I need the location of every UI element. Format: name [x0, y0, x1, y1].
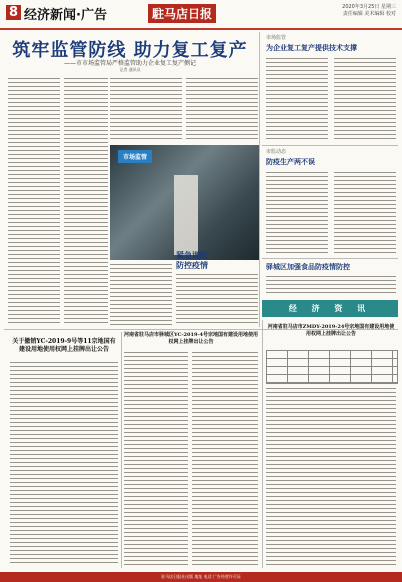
economy-banner: 经 济 资 讯 [262, 300, 398, 317]
page-header [0, 0, 402, 30]
notice-left-body [10, 360, 118, 565]
notice-right-table [266, 350, 398, 384]
right-title-2: 防疫生产两不误 [266, 157, 315, 166]
notice-left-title: 关于撤销YC-2019-9号等11宗地国有建设用地使用权网上挂牌出让公告 [12, 338, 116, 353]
notice-middle-title: 河南省驻马店市驿城区YC-2019-4号宗地国有建设用地使用权网上挂牌出让公告 [124, 332, 259, 345]
caption-body [176, 272, 258, 324]
lead-byline: 记者 通讯员 [119, 67, 141, 72]
notice-right-body [266, 386, 396, 565]
editor-line: 责任编辑 美术编辑 校对 [342, 11, 396, 17]
date-line: 2020年3月25日 星期三 [342, 4, 396, 10]
right-divider-1 [262, 145, 398, 146]
lead-body-col1 [8, 76, 60, 326]
caption-line2: 防控疫情 [176, 260, 208, 270]
lead-body-col3 [110, 76, 182, 142]
right-body-2b [334, 170, 396, 256]
section-title: 经济新闻·广告 [24, 8, 107, 23]
date-block [342, 4, 396, 18]
right-section-label-2: 市监动态 [266, 149, 287, 155]
lead-body-col5 [110, 262, 172, 326]
lead-body-col4 [186, 76, 258, 142]
photo-caption [176, 250, 258, 270]
right-body-1a [266, 56, 328, 142]
lead-body-col2 [64, 76, 108, 326]
right-section-label-1: 市场监管 [266, 35, 287, 41]
lead-photo [110, 145, 260, 260]
lead-headline: 筑牢监管防线 助力复工复产 [12, 40, 248, 61]
newspaper-logo: 駐马店日报 [148, 4, 216, 23]
right-body-3 [266, 274, 396, 296]
caption-line1: 紧急调配 [176, 250, 208, 260]
right-divider-2 [262, 258, 398, 259]
notice-middle-body-b [192, 350, 258, 565]
right-title-3: 驿城区加强食品防疫情防控 [266, 262, 350, 271]
page-footer: 驻马店日报社出版 地址 电话 广告经营许可证 [0, 572, 402, 582]
photo-tag: 市场监管 [118, 150, 152, 163]
photo-sign [174, 175, 198, 255]
column-divider [259, 32, 260, 327]
right-body-1b [334, 56, 396, 142]
right-title-1: 为企业复工复产提供技术支撑 [266, 43, 357, 52]
notice-divider-2 [262, 320, 263, 568]
page-number: 8 [6, 5, 21, 20]
notice-middle-body-a [124, 350, 188, 565]
notice-divider-1 [121, 332, 122, 568]
notice-right-title: 河南省驻马店市ZMDY-2019-24号宗地国有建设用地使用权网上挂牌出让公告 [267, 324, 395, 337]
lead-subhead: ——市市场监管局严格监管助力企业复工复产侧记 [63, 60, 196, 67]
right-body-2a [266, 170, 328, 256]
